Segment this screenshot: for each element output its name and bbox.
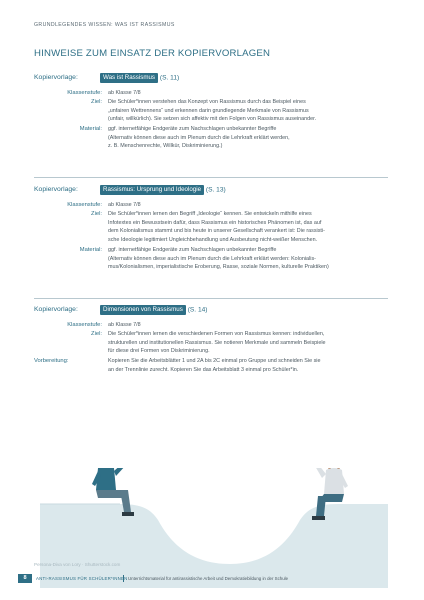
- section-heading: [34, 305, 207, 315]
- page-reference: (S. 11): [159, 74, 180, 82]
- row-label: Material:: [79, 126, 102, 132]
- page-reference: (S. 13): [205, 186, 226, 194]
- row-value: ab Klasse 7/8: [108, 90, 141, 96]
- row-value: [108, 125, 392, 151]
- running-head: GRUNDLEGENDES WISSEN: WAS IST RASSISMUS: [34, 22, 175, 28]
- kopiervorlage-label: Kopiervorlage:: [34, 186, 78, 194]
- worksheet-badge: Rassismus: Ursprung und Ideologie: [100, 185, 204, 195]
- page-reference: (S. 14): [187, 306, 208, 314]
- row-label: Ziel:: [91, 211, 102, 217]
- text-line: z. B. Menschenrechte, Willkür, Diskriminierung.): [108, 143, 223, 150]
- text-line: Infotextes ein Bewusstsein dafür, dass Rassismus ein historisches Phänomen ist, das auf: [108, 219, 322, 226]
- worksheet-badge: Dimensionen von Rassismus: [100, 305, 186, 315]
- kopiervorlage-label: Kopiervorlage:: [34, 74, 78, 82]
- section-ursprung-und-ideologie: [34, 185, 392, 299]
- footer: [18, 574, 408, 583]
- image-credit: Persona-Diva von Lory · Shutterstock.com: [34, 562, 121, 567]
- text-line: ggf. internetfähige Endgeräte zum Nachschlagen unbekannter Begriffe: [108, 247, 277, 253]
- text-line: Die Schüler*innen lernen den Begriff „Ideologie“ kennen. Sie entwickeln mithilfe eines: [108, 211, 312, 217]
- row-value: [108, 357, 392, 374]
- row-label: Ziel:: [91, 331, 102, 337]
- page-title: HINWEISE ZUM EINSATZ DER KOPIERVORLAGEN: [34, 48, 271, 59]
- text-line: (Alternativ können diese auch im Plenum durch die Lehrkraft erklärt werden,: [108, 134, 290, 141]
- page-number: 8: [18, 574, 32, 583]
- text-line: (Alternativ können diese auch im Plenum durch die Lehrkraft erklärt werden: Kolonialis-: [108, 255, 316, 262]
- text-line: für diese drei Formen von Diskriminierung.: [108, 348, 210, 355]
- series-title: ANTI-RASSISMUS FÜR SCHÜLER*INNEN: [36, 575, 128, 581]
- row-label: Material:: [79, 247, 102, 253]
- row-label: Vorbereitung:: [34, 358, 69, 364]
- row-label: Klassenstufe:: [67, 90, 102, 96]
- series-subtitle: Unterrichtsmaterial für antirassistische Arbeit und Demokratiebildung in der Schule: [128, 575, 289, 581]
- text-line: Kopieren Sie die Arbeitsblätter 1 und 2A bis 2C einmal pro Gruppe und schneiden Sie sie: [108, 358, 321, 364]
- row-label: Klassenstufe:: [67, 322, 102, 328]
- footer-separator: [123, 575, 124, 582]
- text-line: dem Kolonialismus stammt und bis heute in unserer Gesellschaft verankert ist: Die rassisti-: [108, 228, 325, 235]
- text-line: mus/Kolonialismen, imperialistische Eroberung, Rasse, soziale Normen, kulturelle Praktiken): [108, 264, 329, 271]
- row-value: [108, 210, 392, 245]
- kopiervorlage-label: Kopiervorlage:: [34, 306, 78, 314]
- section-was-ist-rassismus: [34, 73, 392, 169]
- row-value: [108, 98, 392, 124]
- section-heading: [34, 185, 226, 195]
- row-value: ab Klasse 7/8: [108, 322, 141, 328]
- text-line: strukturellen und institutionellen Rassismus. Sie notieren Merkmale und sammeln Beispiele: [108, 339, 326, 346]
- text-line: „unfairen Wettrennens“ und erkennen darin grundlegende Merkmale von Rassismus: [108, 107, 309, 114]
- worksheet-badge: Was ist Rassismus: [100, 73, 158, 83]
- text-line: (unfair, willkürlich). Sie setzen sich affektiv mit den Folgen von Rassismus auseinander.: [108, 116, 317, 123]
- text-line: Die Schüler*innen verstehen das Konzept von Rassismus durch das Beispiel eines: [108, 99, 306, 105]
- text-line: an der Trennlinie zurecht. Kopieren Sie das Arbeitsblatt 3 einmal pro Schüler*in.: [108, 366, 299, 373]
- row-value: [108, 330, 392, 356]
- text-line: sche Ideologie legitimiert Ungleichbehandlung und Ausbeutung nicht-weißer Menschen.: [108, 237, 318, 244]
- section-heading: [34, 73, 179, 83]
- illustration-two-people: [0, 468, 424, 588]
- row-value: ab Klasse 7/8: [108, 202, 141, 208]
- text-line: ggf. internetfähige Endgeräte zum Nachschlagen unbekannter Begriffe: [108, 126, 277, 132]
- row-label: Ziel:: [91, 99, 102, 105]
- divider: [34, 298, 388, 299]
- divider: [34, 177, 388, 178]
- text-line: Die Schüler*innen lernen die verschiedenen Formen von Rassismus kennen: individuellen,: [108, 331, 325, 337]
- row-value: [108, 246, 392, 272]
- section-dimensionen-von-rassismus: [34, 305, 392, 381]
- row-label: Klassenstufe:: [67, 202, 102, 208]
